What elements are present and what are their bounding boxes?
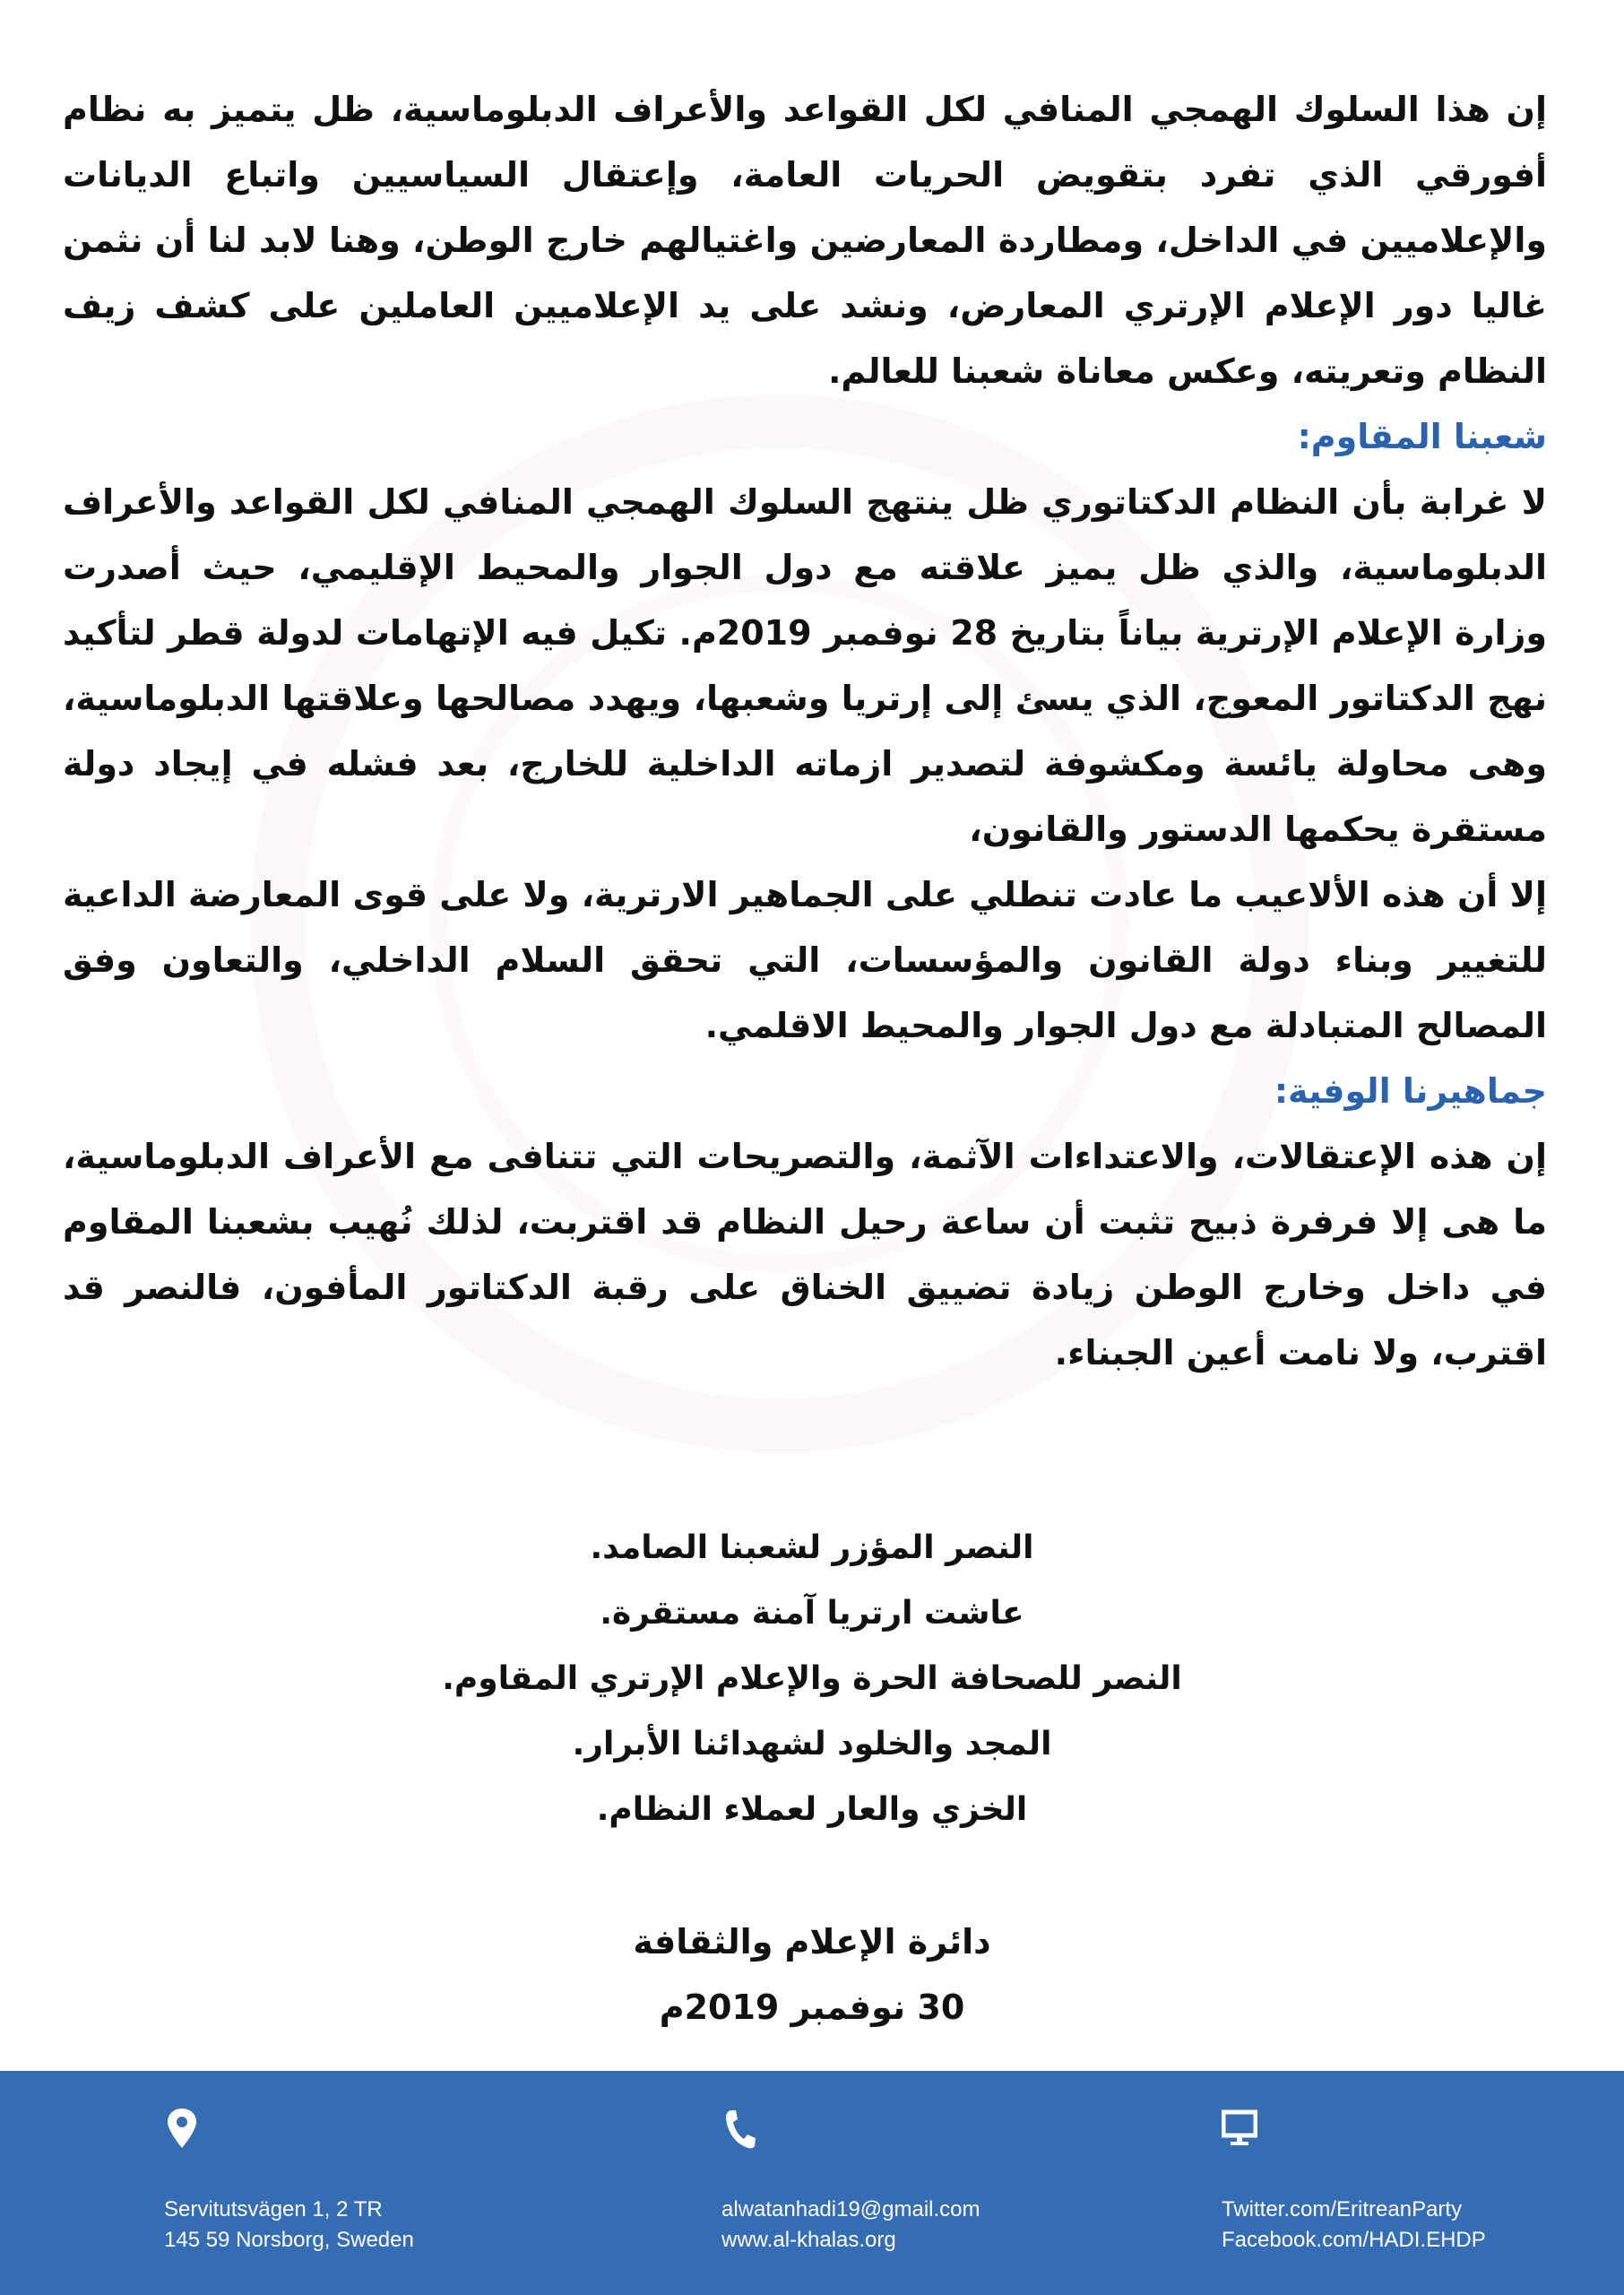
signature-block <box>0 1910 1624 2040</box>
slogan-line: المجد والخلود لشهدائنا الأبرار. <box>572 1726 1052 1762</box>
contact-column <box>721 2107 980 2256</box>
statement-body <box>63 77 1547 1386</box>
monitor-icon <box>1222 2107 1257 2152</box>
facebook-link[interactable]: Facebook.com/HADI.EHDP <box>1222 2228 1486 2252</box>
address-line-1: Servitutsvägen 1, 2 TR <box>164 2197 383 2221</box>
contact-footer <box>0 2071 1624 2295</box>
paragraph-4: إن هذه الإعتقالات، والاعتداءات الآثمة، والتصريحات التي تتنافى مع الأعراف الدبلوماسية، ما هى إلا فرفرة ذبيح تثبت أن ساعة رحيل النظام قد اقتربت، لذلك نُهيب بشعبنا المقاوم في داخل وخارج الوطن زيادة تضييق الخناق على رقبة الدكتاتور المأفون، فالنصر قد اقترب، ولا نامت أعين الجبناء. <box>63 1137 1547 1373</box>
closing-slogans <box>0 1515 1624 1842</box>
slogan-line: النصر المؤزر لشعبنا الصامد. <box>590 1529 1034 1566</box>
statement-date: 30 نوفمبر 2019م <box>659 1988 965 2027</box>
section-heading-loyal-masses: جماهيرنا الوفية: <box>1274 1071 1547 1111</box>
slogan-line: الخزي والعار لعملاء النظام. <box>596 1791 1028 1828</box>
department-name: دائرة الإعلام والثقافة <box>633 1922 991 1962</box>
slogan-line: النصر للصحافة الحرة والإعلام الإرتري المقاوم. <box>442 1660 1182 1697</box>
social-column <box>1222 2107 1486 2256</box>
twitter-link[interactable]: Twitter.com/EritreanParty <box>1222 2197 1463 2221</box>
paragraph-3: إلا أن هذه الألاعيب ما عادت تنطلي على الجماهير الارترية، ولا على قوى المعارضة الداعية للتغيير وبناء دولة القانون والمؤسسات، التي تحقق السلام الداخلي، والتعاون وفق المصالح المتبادلة مع دول الجوار والمحيط الاقلمي. <box>63 875 1547 1045</box>
email-link[interactable]: alwatanhadi19@gmail.com <box>721 2197 980 2221</box>
phone-icon <box>721 2107 757 2152</box>
slogan-line: عاشت ارتريا آمنة مستقرة. <box>600 1595 1024 1632</box>
website-link[interactable]: www.al-khalas.org <box>721 2228 896 2252</box>
map-pin-icon <box>164 2107 200 2152</box>
paragraph-2: لا غرابة بأن النظام الدكتاتوري ظل ينتهج السلوك الهمجي المنافي لكل القواعد والأعراف الدبلوماسية، والذي ظل يميز علاقته مع دول الجوار والمحيط الإقليمي، حيث أصدرت وزارة الإعلام الإرترية بياناً بتاريخ 28 نوفمبر 2019م. تكيل فيه الإتهامات لدولة قطر لتأكيد نهج الدكتاتور المعوج، الذي يسئ إلى إرتريا وشعبها، ويهدد مصالحها وعلاقتها الدبلوماسية، وهى محاولة يائسة ومكشوفة لتصدير ازماته الداخلية للخارج، بعد فشله في إيجاد دولة مستقرة يحكمها الدستور والقانون، <box>63 482 1548 849</box>
section-heading-resistant-people: شعبنا المقاوم: <box>1297 417 1547 456</box>
address-line-2: 145 59 Norsborg, Sweden <box>164 2228 414 2252</box>
paragraph-1: إن هذا السلوك الهمجي المنافي لكل القواعد والأعراف الدبلوماسية، ظل يتميز به نظام أفورقي الذي تفرد بتقويض الحريات العامة، وإعتقال السياسيين واتباع الديانات والإعلاميين في الداخل، ومطاردة المعارضين واغتيالهم خارج الوطن، وهنا لابد لنا أن نثمن غاليا دور الإعلام الإرتري المعارض، ونشد على يد الإعلاميين العاملين على كشف زيف النظام وتعريته، وعكس معاناة شعبنا للعالم. <box>63 90 1547 391</box>
address-column <box>164 2107 414 2256</box>
